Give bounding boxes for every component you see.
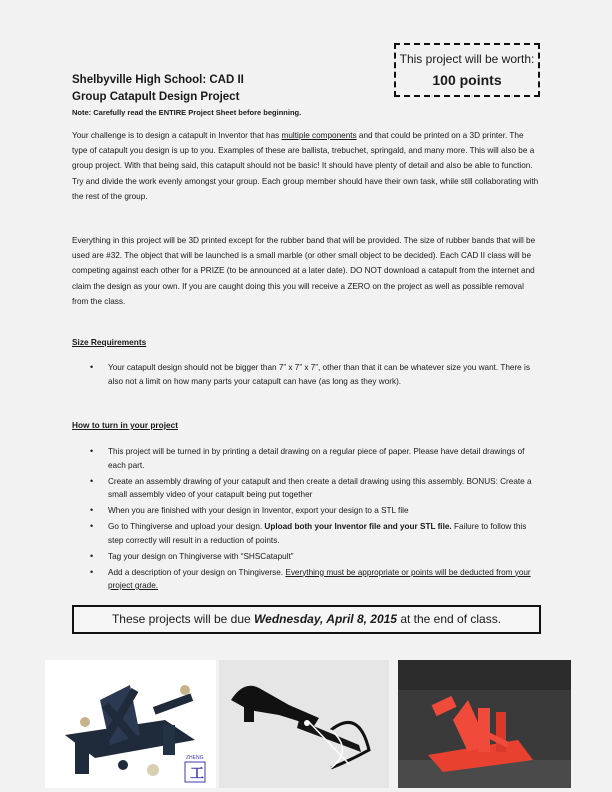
due-date-box	[72, 605, 541, 634]
list-item-underlined-text: Everything must be appropriate or points will be deducted from your project grade.	[108, 567, 531, 590]
list-item-text: Add a description of your design on Thingiverse.	[108, 567, 286, 577]
list-item-text: Your catapult design should not be bigger than 7” x 7” x 7”, other than that it can be whatever size you want. There is also not a limit on how many parts your catapult can have (as long as they work).	[108, 363, 530, 386]
project-title: Group Catapult Design Project	[72, 91, 240, 103]
bullet-icon: •	[90, 446, 94, 456]
bullet-icon: •	[90, 521, 94, 531]
list-item-text: Go to Thingiverse and upload your design.	[108, 522, 265, 531]
logo-text: ZHENG	[186, 755, 204, 761]
list-item	[90, 550, 535, 564]
due-text-a: These projects will be due	[111, 612, 255, 626]
list-item-text: This project will be turned in by printing a detail drawing on a regular piece of paper. Please have detail drawings of each part.	[108, 447, 525, 470]
catapult-image-2	[219, 660, 389, 788]
list-item-text: Tag your design on Thingiverse with “SHSCatapult”	[108, 551, 294, 561]
school-name: Shelbyville High School: CAD II	[72, 74, 244, 86]
intro-text-a: Your challenge is to design a catapult in Inventor that has	[72, 131, 282, 140]
list-item	[90, 504, 535, 518]
bullet-icon: •	[90, 362, 94, 372]
due-text-c: at the end of class.	[396, 612, 502, 626]
bullet-icon: •	[90, 475, 94, 486]
turn-in-heading: How to turn in your project	[72, 420, 179, 430]
svg-text:工: 工	[190, 765, 204, 781]
intro-text-b: and that could be printed on a 3D printer. The type of catapult you design is up to you. Examples of these are ballista, trebuchet, springald, and many more. This will also be a group project. With that being said, this catapult should not be basic! It should have plenty of detail and also be able to function. Try and divide the work evenly amongst your group. Each group member should have their own task, while still collaborating with the rest of the group.	[72, 131, 539, 201]
catapult-photo-3	[398, 660, 571, 788]
worth-label: This project will be worth:	[399, 52, 535, 66]
bullet-icon: •	[90, 505, 94, 515]
intro-text-underlined: multiple components	[281, 131, 357, 140]
bullet-icon: •	[90, 550, 94, 561]
due-date: Wednesday, April 8, 2015	[254, 612, 397, 626]
worth-points: 100 points	[432, 72, 502, 88]
list-item-text: Failure to follow this step correctly will result in a reduction of points.	[108, 522, 527, 545]
points-worth-box	[394, 43, 540, 97]
list-item	[90, 566, 535, 593]
list-item	[90, 475, 535, 502]
size-requirements-list	[90, 361, 535, 391]
catapult-image-1	[45, 660, 216, 788]
list-item	[90, 445, 535, 472]
catapult-photo-1	[45, 660, 216, 788]
turn-in-list	[90, 445, 535, 595]
intro-paragraph-2: Everything in this project will be 3D printed except for the rubber band that will be provided. The size of rubber bands that will be used are #32. The object that will be launched is a small marble (or other small object to be decided). Each CAD II class will be competing against each other for a PRIZE (to be announced at a later date). DO NOT download a catapult from the internet and claim the design as your own. If you are caught doing this you will receive a ZERO on the project as well as possible removal from the class.	[72, 236, 536, 306]
list-item-text: When you are finished with your design in Inventor, export your design to a STL file	[108, 506, 409, 515]
catapult-image-3	[398, 660, 571, 788]
list-item	[90, 520, 535, 547]
list-item-text: Create an assembly drawing of your catapult and then create a detail drawing using this assembly. BONUS: Create a small assembly video of your catapult being put together	[108, 476, 532, 499]
list-item	[90, 361, 535, 388]
instruction-note: Note: Carefully read the ENTIRE Project Sheet before beginning.	[72, 108, 302, 117]
bullet-icon: •	[90, 566, 94, 577]
size-requirements-heading: Size Requirements	[72, 337, 147, 347]
intro-paragraph-1	[72, 128, 540, 204]
list-item-bold-text: Upload both your Inventor file and your STL file.	[264, 522, 452, 531]
catapult-photo-2	[219, 660, 389, 788]
